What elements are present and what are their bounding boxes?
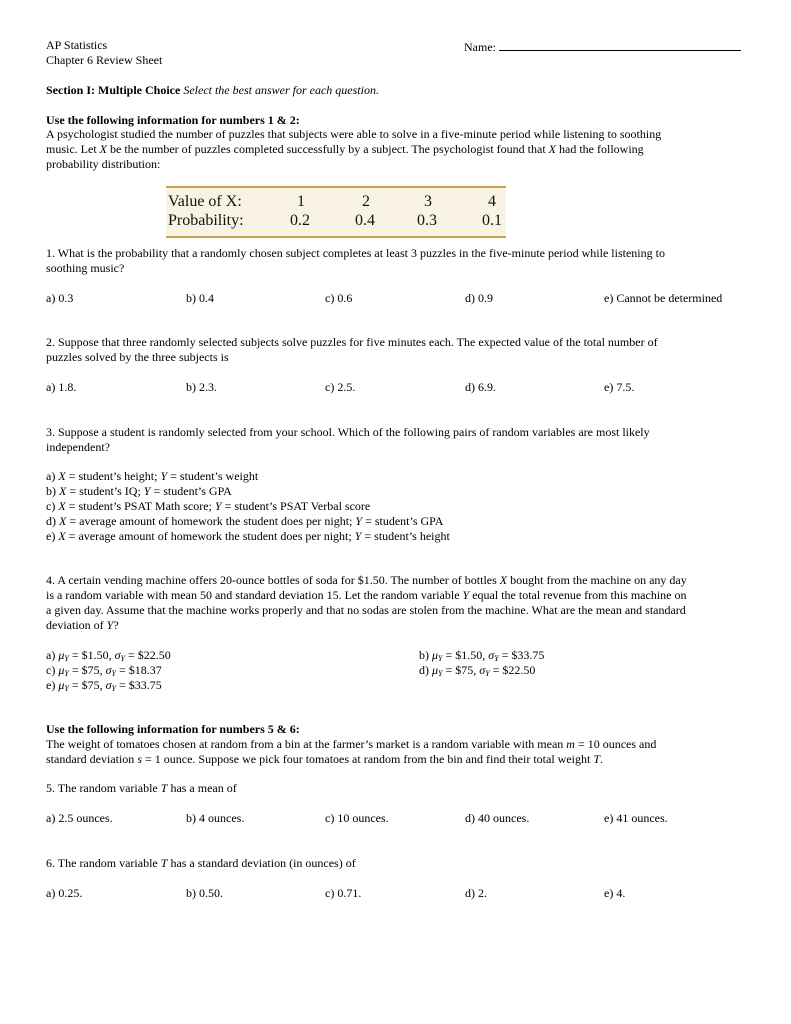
variable-t: T — [160, 781, 168, 795]
q1-option-d[interactable]: d) 0.9 — [465, 291, 493, 305]
option-letter: e) — [46, 529, 59, 543]
q6-option-d[interactable]: d) 2. — [465, 886, 487, 900]
info-1-2-line-1: A psychologist studied the number of puzzles that subjects were able to solve in a five-minute period while listening to soothing — [46, 127, 662, 141]
sigma-symbol: σ — [488, 648, 495, 662]
q4-option-a[interactable] — [46, 648, 171, 663]
info-1-2-heading: Use the following information for numbers 1 & 2: — [46, 113, 300, 127]
text-run: = student’s PSAT Verbal score — [221, 499, 371, 513]
q3-option-e[interactable] — [46, 529, 450, 544]
table-probability-cell: 0.4 — [355, 212, 375, 229]
variable-y: Y — [462, 588, 470, 602]
text-run: = student’s weight — [167, 469, 259, 483]
text-run: . — [600, 752, 604, 766]
subscript-y: Y — [485, 669, 490, 678]
question-2-line-2: puzzles solved by the three subjects is — [46, 350, 229, 364]
text-run: = student’s GPA — [150, 484, 232, 498]
table-probability-cell: 0.1 — [482, 212, 502, 229]
q3-option-a[interactable] — [46, 469, 450, 484]
info-1-2-text — [46, 127, 661, 172]
text-run: ? — [113, 618, 119, 632]
subscript-y: Y — [111, 684, 116, 693]
text-run: = 10 ounces and — [574, 737, 657, 751]
subscript-y: Y — [64, 654, 69, 663]
info-5-6-text — [46, 737, 656, 767]
option-letter: b) — [419, 648, 432, 662]
variable-y: Y — [143, 484, 151, 498]
variable-x: X — [58, 469, 66, 483]
text-run: deviation of — [46, 618, 107, 632]
sigma-symbol: σ — [105, 678, 112, 692]
question-1-line-1: 1. What is the probability that a randomly chosen subject completes at least 3 puzzles in the five-minute period while listening to — [46, 246, 665, 260]
probability-distribution-table — [166, 186, 506, 238]
q6-option-b[interactable]: b) 0.50. — [186, 886, 223, 900]
variable-x: X — [499, 573, 508, 587]
info-1-2-line-3: probability distribution: — [46, 157, 161, 171]
text-run: 5. The random variable — [46, 781, 161, 795]
text-run: = 1 ounce. Suppose we pick four tomatoes at random from the bin and find their total weight — [141, 752, 594, 766]
info-5-6-heading: Use the following information for numbers 5 & 6: — [46, 722, 300, 736]
q4-option-e[interactable] — [46, 678, 162, 693]
variable-t: T — [593, 752, 601, 766]
q2-option-d[interactable]: d) 6.9. — [465, 380, 496, 394]
text-run: = $75, — [68, 663, 106, 677]
question-1-line-2: soothing music? — [46, 261, 125, 275]
option-letter: b) — [46, 484, 59, 498]
q3-option-c[interactable] — [46, 499, 450, 514]
text-run: = $33.75 — [498, 648, 545, 662]
option-letter: c) — [46, 499, 59, 513]
text-run: be the number of puzzles completed successfully by a subject. The psychologist found that — [107, 142, 549, 156]
text-run: bought from the machine on any day — [507, 573, 687, 587]
table-value-cell: 2 — [362, 193, 370, 210]
subscript-y: Y — [111, 669, 116, 678]
q4-option-b[interactable] — [419, 648, 544, 663]
q1-option-a[interactable]: a) 0.3 — [46, 291, 74, 305]
text-run: = $75, — [442, 663, 480, 677]
q1-option-e[interactable]: e) Cannot be determined — [604, 291, 723, 305]
subscript-y: Y — [438, 669, 443, 678]
section-instruction: Select the best answer for each question. — [183, 83, 379, 97]
q3-option-d[interactable] — [46, 514, 450, 529]
question-4-stem — [46, 573, 687, 633]
q1-option-c[interactable]: c) 0.6 — [325, 291, 353, 305]
mu-symbol: μ — [432, 648, 439, 662]
name-label: Name: — [464, 40, 496, 54]
q2-option-a[interactable]: a) 1.8. — [46, 380, 77, 394]
q6-option-a[interactable]: a) 0.25. — [46, 886, 83, 900]
variable-s: s — [137, 752, 142, 766]
q2-option-c[interactable]: c) 2.5. — [325, 380, 356, 394]
variable-x: X — [548, 142, 557, 156]
question-4-line-4 — [46, 618, 687, 633]
course-title: AP Statistics — [46, 38, 108, 52]
q5-option-a[interactable]: a) 2.5 ounces. — [46, 811, 113, 825]
mu-symbol: μ — [58, 648, 65, 662]
text-run: equal the total revenue from this machine on — [469, 588, 687, 602]
section-heading — [46, 83, 379, 98]
variable-y: Y — [160, 469, 168, 483]
text-run: = $33.75 — [115, 678, 162, 692]
mu-symbol: μ — [58, 663, 65, 677]
variable-y: Y — [106, 618, 114, 632]
text-run: = student’s PSAT Math score; — [65, 499, 215, 513]
q5-option-c[interactable]: c) 10 ounces. — [325, 811, 389, 825]
text-run: = $22.50 — [489, 663, 536, 677]
subscript-y: Y — [438, 654, 443, 663]
option-letter: d) — [419, 663, 432, 677]
info-5-6-line-1 — [46, 737, 656, 752]
option-letter: a) — [46, 648, 59, 662]
option-letter: d) — [46, 514, 59, 528]
question-3-line-2: independent? — [46, 440, 110, 454]
question-3-options — [46, 469, 450, 544]
text-run: has a standard deviation (in ounces) of — [167, 856, 356, 870]
variable-y: Y — [214, 499, 222, 513]
q1-option-b[interactable]: b) 0.4 — [186, 291, 214, 305]
text-run: is a random variable with mean 50 and standard deviation 15. Let the random variable — [46, 588, 463, 602]
sigma-symbol: σ — [105, 663, 112, 677]
text-run: = $18.37 — [115, 663, 162, 677]
table-probability-cell: 0.3 — [417, 212, 437, 229]
question-1-stem — [46, 246, 665, 276]
text-run: 6. The random variable — [46, 856, 161, 870]
subscript-y: Y — [120, 654, 125, 663]
q2-option-b[interactable]: b) 2.3. — [186, 380, 217, 394]
question-4-line-2 — [46, 588, 687, 603]
q4-option-c[interactable] — [46, 663, 162, 678]
mu-symbol: μ — [58, 678, 65, 692]
question-6-stem — [46, 856, 356, 871]
name-blank-line — [499, 38, 741, 51]
question-3-line-1: 3. Suppose a student is randomly selected from your school. Which of the following pairs of random variables are most likely — [46, 425, 650, 439]
info-1-2-line-2 — [46, 142, 661, 157]
table-value-cell: 3 — [424, 193, 432, 210]
text-run: = $1.50, — [442, 648, 489, 662]
sigma-symbol: σ — [479, 663, 486, 677]
text-run: = student’s height — [361, 529, 450, 543]
q4-option-d[interactable] — [419, 663, 535, 678]
question-5-stem — [46, 781, 237, 796]
variable-x: X — [59, 484, 67, 498]
text-run: = student’s IQ; — [66, 484, 144, 498]
text-run: = student’s GPA — [362, 514, 444, 528]
text-run: music. Let — [46, 142, 100, 156]
variable-x: X — [99, 142, 107, 156]
text-run: = student’s height; — [65, 469, 161, 483]
question-3-stem — [46, 425, 650, 455]
question-4-line-3: a given day. Assume that the machine works properly and that no sodas are stolen from the machine. What are the mean and standard — [46, 603, 686, 617]
q2-option-e[interactable]: e) 7.5. — [604, 380, 635, 394]
subscript-y: Y — [494, 654, 499, 663]
variable-y: Y — [355, 514, 363, 528]
table-row-label-probability: Probability: — [168, 212, 244, 229]
subscript-y: Y — [64, 684, 69, 693]
variable-m: m — [566, 737, 575, 751]
variable-x: X — [58, 499, 66, 513]
text-run: = $1.50, — [68, 648, 115, 662]
subscript-y: Y — [64, 669, 69, 678]
q3-option-b[interactable] — [46, 484, 450, 499]
variable-x: X — [58, 529, 66, 543]
table-probability-cell: 0.2 — [290, 212, 310, 229]
option-letter: e) — [46, 678, 59, 692]
section-title: Section I: Multiple Choice — [46, 83, 181, 97]
sigma-symbol: σ — [114, 648, 121, 662]
text-run: = $75, — [68, 678, 106, 692]
question-2-line-1: 2. Suppose that three randomly selected subjects solve puzzles for five minutes each. The expected value of the total number of — [46, 335, 658, 349]
text-run: has a mean of — [167, 781, 237, 795]
text-run: standard deviation — [46, 752, 138, 766]
table-row-label-value: Value of X: — [168, 193, 242, 210]
text-run: = average amount of homework the student does per night; — [65, 529, 355, 543]
text-run: had the following — [556, 142, 644, 156]
option-letter: c) — [46, 663, 59, 677]
table-value-cell: 1 — [297, 193, 305, 210]
text-run: = $22.50 — [124, 648, 171, 662]
q6-option-e[interactable]: e) 4. — [604, 886, 626, 900]
question-2-stem — [46, 335, 658, 365]
text-run: = average amount of homework the student does per night; — [66, 514, 356, 528]
q5-option-b[interactable]: b) 4 ounces. — [186, 811, 245, 825]
table-value-cell: 4 — [488, 193, 496, 210]
mu-symbol: μ — [432, 663, 439, 677]
variable-t: T — [160, 856, 168, 870]
q5-option-e[interactable]: e) 41 ounces. — [604, 811, 668, 825]
sheet-title: Chapter 6 Review Sheet — [46, 53, 163, 67]
variable-y: Y — [354, 529, 362, 543]
text-run: 4. A certain vending machine offers 20-ounce bottles of soda for $1.50. The number of bottles — [46, 573, 500, 587]
q6-option-c[interactable]: c) 0.71. — [325, 886, 362, 900]
text-run: The weight of tomatoes chosen at random from a bin at the farmer’s market is a random variable with mean — [46, 737, 567, 751]
variable-x: X — [59, 514, 67, 528]
question-4-line-1 — [46, 573, 687, 588]
name-field — [464, 38, 741, 55]
option-letter: a) — [46, 469, 59, 483]
info-5-6-line-2 — [46, 752, 656, 767]
q5-option-d[interactable]: d) 40 ounces. — [465, 811, 530, 825]
